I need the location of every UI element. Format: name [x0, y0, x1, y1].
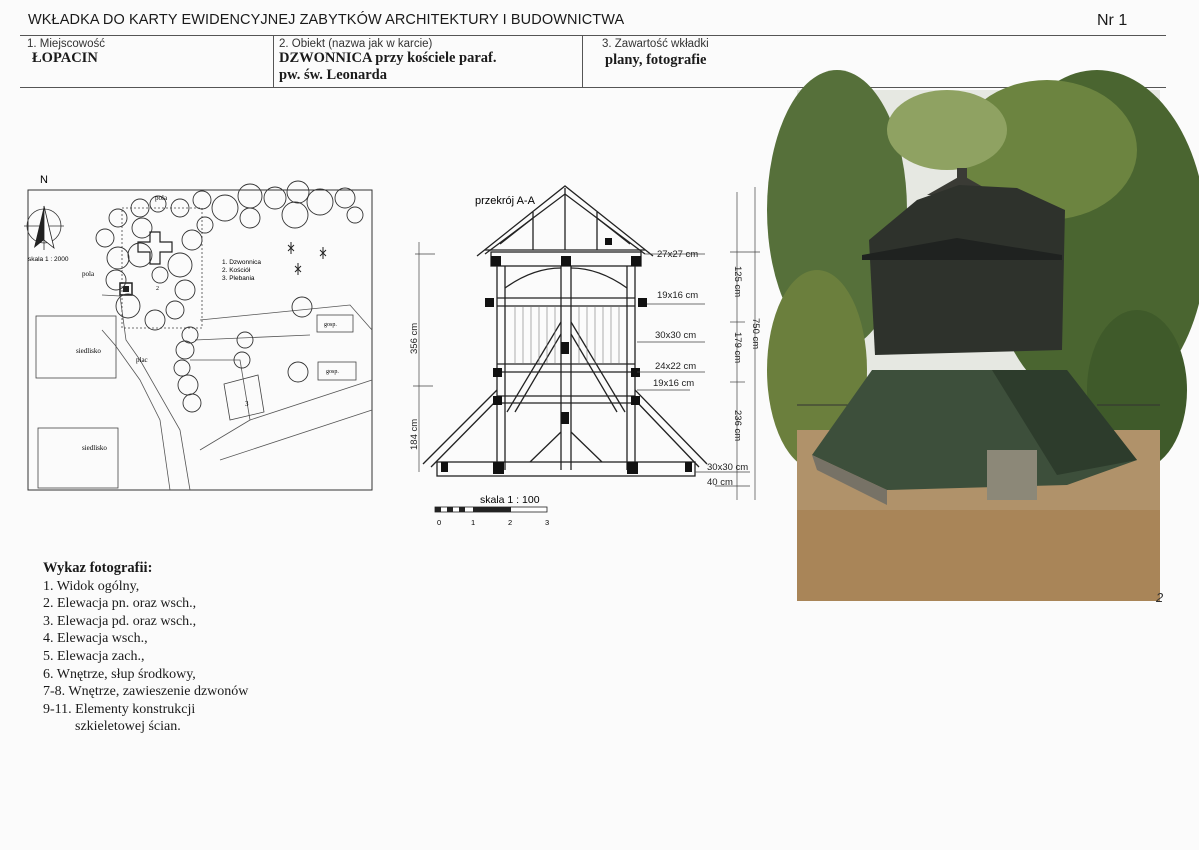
photo-list-item: 7-8. Wnętrze, zawieszenie dzwonów	[43, 684, 249, 700]
dim-h-179: 179 cm	[732, 332, 743, 364]
small-tree-icons	[288, 242, 326, 275]
dim-24x22: 24x22 cm	[655, 361, 697, 372]
scale-tick-3: 3	[545, 518, 550, 527]
label-plebania-number: 3	[245, 400, 249, 408]
dim-h-236: 236 cm	[732, 410, 743, 442]
siedlisko-plot-2	[38, 428, 118, 488]
field-divider-1	[273, 36, 274, 87]
label-gosp-1: gosp.	[324, 322, 337, 328]
beam-sections	[441, 238, 695, 474]
header-rule-bottom	[20, 87, 1166, 88]
field-locality-value: ŁOPACIN	[32, 50, 98, 66]
photo-list-item: 2. Elewacja pn. oraz wsch.,	[43, 596, 197, 612]
scale-tick-2: 2	[508, 518, 513, 527]
legend-item-1: 1. Dzwonnica	[222, 259, 262, 266]
dim-h-750: 750 cm	[750, 318, 761, 350]
dim-h-356: 356 cm	[409, 322, 420, 354]
photo-list-item: 3. Elewacja pd. oraz wsch.,	[43, 613, 197, 629]
scale-tick-1: 1	[471, 518, 476, 527]
photo-list	[43, 560, 248, 736]
label-gosp-2: gosp.	[326, 369, 339, 375]
section-drawing	[405, 182, 775, 532]
board-hatching	[515, 306, 619, 364]
scale-bar	[435, 507, 547, 512]
dim-27x27: 27x27 cm	[657, 249, 699, 260]
field-contents-value: plany, fotografie	[605, 52, 707, 68]
photo-list-item: 4. Elewacja wsch.,	[43, 631, 148, 647]
label-siedlisko-1: siedlisko	[76, 347, 101, 355]
photo-list-item: 9-11. Elementy konstrukcji	[43, 701, 196, 717]
label-pola-left: pola	[82, 270, 95, 278]
dim-h-125: 125 cm	[732, 266, 743, 298]
dim-40cm: 40 cm	[707, 477, 733, 488]
card-title: WKŁADKA DO KARTY EWIDENCYJNEJ ZABYTKÓW ARCHITEKTURY I BUDOWNICTWA	[28, 12, 625, 28]
dim-30x30-base: 30x30 cm	[707, 462, 749, 473]
field-locality-label: 1. Miejscowość	[27, 38, 105, 50]
label-pola-top: pola	[155, 194, 168, 202]
card-number: Nr 1	[1097, 12, 1128, 29]
label-siedlisko-2: siedlisko	[82, 444, 107, 452]
field-contents-label: 3. Zawartość wkładki	[602, 38, 709, 50]
field-object-value-line2: pw. św. Leonarda	[279, 67, 387, 83]
dim-h-184: 184 cm	[409, 418, 420, 450]
label-plac: plac	[136, 356, 148, 364]
legend-item-3: 3. Plebania	[222, 275, 255, 282]
church-outline	[122, 208, 202, 328]
field-divider-2	[582, 36, 583, 87]
north-arrow-icon	[24, 206, 64, 250]
trees	[96, 181, 363, 412]
section-title: przekrój A-A	[475, 195, 535, 207]
church-cross-icon	[138, 232, 172, 264]
dim-19x16-upper: 19x16 cm	[657, 290, 699, 301]
legend-item-2: 2. Kościół	[222, 267, 251, 274]
north-label: N	[40, 174, 48, 186]
photo-list-item: 5. Elewacja zach.,	[43, 648, 145, 664]
label-church-number: 2	[156, 286, 159, 292]
photo-list-item: 1. Widok ogólny,	[43, 578, 140, 594]
photo-list-item: 6. Wnętrze, słup środkowy,	[43, 666, 196, 682]
field-object-value: DZWONNICA przy kościele paraf.	[279, 50, 497, 66]
site-plan	[20, 170, 380, 500]
dim-19x16-lower: 19x16 cm	[653, 378, 695, 389]
photo-list-item: szkieletowej ścian.	[75, 719, 181, 735]
site-plan-scale: skala 1 : 2000	[28, 256, 69, 263]
dimension-lines	[413, 187, 760, 500]
dim-30x30-middle: 30x30 cm	[655, 330, 697, 341]
field-object-label: 2. Obiekt (nazwa jak w karcie)	[279, 38, 433, 50]
header-rule-top	[20, 35, 1166, 36]
photo-number: 2	[1156, 590, 1164, 605]
scale-tick-0: 0	[437, 518, 442, 527]
belfry-photograph	[797, 90, 1164, 605]
section-scale-label: skala 1 : 100	[480, 494, 540, 506]
photo-list-title: Wykaz fotografii:	[43, 560, 153, 576]
